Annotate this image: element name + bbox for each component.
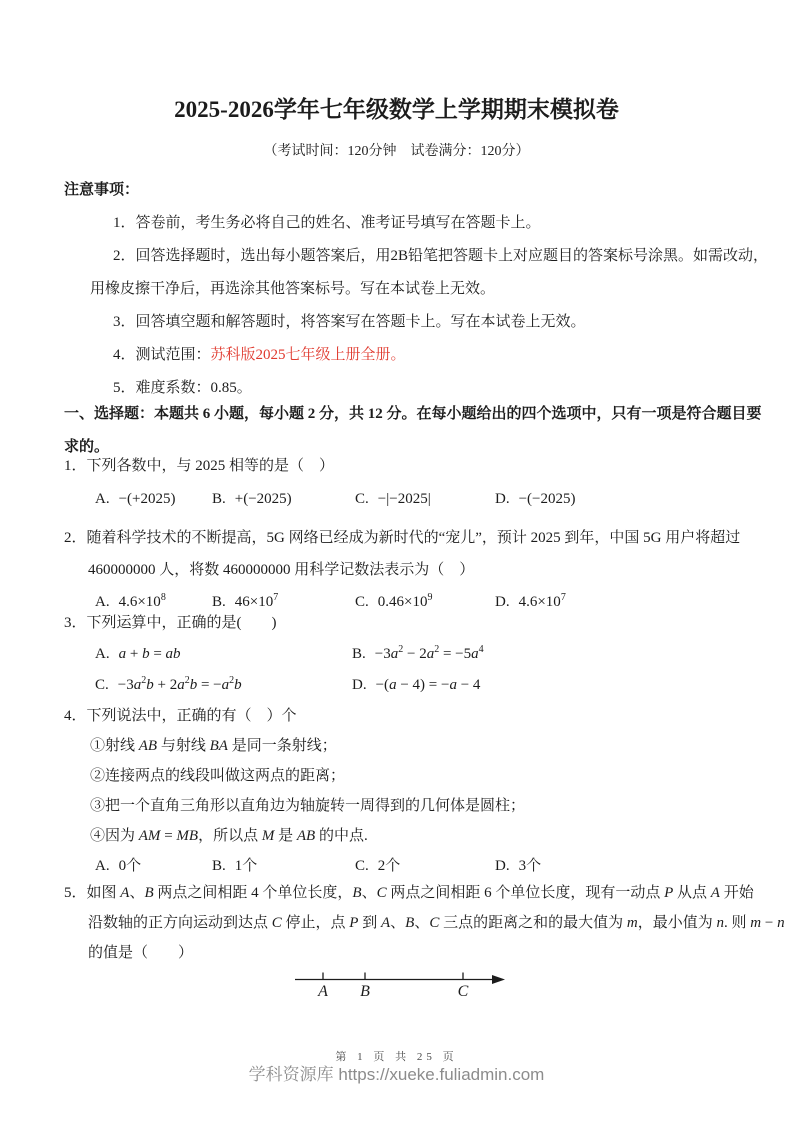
option-label: B.	[212, 858, 226, 874]
question-3	[64, 608, 781, 701]
option-value: 1个	[234, 858, 258, 874]
question-5	[64, 878, 785, 968]
point-label-c: C	[457, 983, 469, 1000]
option-value: +(−2025)	[234, 491, 292, 507]
option-value: $4.6\times 10^8$	[118, 592, 166, 610]
statement-item-2: ②连接两点的线段叫做这两点的距离；	[90, 768, 346, 784]
option-label: D.	[495, 594, 510, 610]
question-4-options	[95, 851, 781, 881]
section-1-heading-line-2: 求的。	[64, 439, 110, 455]
option-value: $46\times 10^7$	[234, 592, 279, 610]
option-value: 0个	[118, 858, 142, 874]
number-line-figure	[293, 966, 513, 1008]
watermark-site-text: 学科资源库 https://xueke.fuliadmin.com	[248, 1065, 545, 1084]
option-c	[355, 483, 495, 516]
axis-arrowhead-icon	[492, 975, 505, 984]
question-2	[64, 522, 781, 618]
option-label: A.	[95, 491, 110, 507]
statement-item-3: ③把一个直角三角形以直角边为轴旋转一周得到的几何体是圆柱；	[90, 798, 526, 814]
option-value: −|−2025|	[377, 491, 431, 507]
option-b	[352, 639, 484, 670]
question-3-options-row-1	[95, 639, 781, 670]
option-value: $0.46\times 10^9$	[377, 592, 433, 610]
section-1-heading-line-1: 一、选择题：本题共 6 小题，每小题 2 分，共 12 分。在每小题给出的四个选项中，只有一项是符合题目要	[64, 406, 762, 422]
option-label: B.	[212, 491, 226, 507]
question-2-stem-line-2: 460000000 人，将数 460000000 用科学记数法表示为（ ）	[88, 562, 475, 578]
option-label: C.	[355, 594, 369, 610]
notices-section	[64, 174, 773, 405]
notice-line-3: 3．回答填空题和解答题时，将答案写在答题卡上。写在本试卷上无效。	[113, 314, 586, 330]
page-number: 第 1 页 共 25 页	[335, 1051, 458, 1063]
option-c	[355, 851, 495, 881]
option-b	[212, 483, 355, 516]
option-label: A.	[95, 646, 110, 662]
notices-heading: 注意事项：	[64, 182, 140, 198]
option-d	[495, 851, 541, 881]
statement-item-4: ④因为 AM = MB，所以点 M 是 AB 的中点.	[90, 828, 368, 844]
question-5-stem-line-3: 的值是（ ）	[88, 945, 194, 961]
question-5-stem-line-1: 5．如图 A、B 两点之间相距 4 个单位长度，B、C 两点之间相距 6 个单位长度，现有一动点 P 从点 A 开始	[64, 885, 754, 901]
option-c	[95, 670, 352, 701]
option-value: −(−2025)	[518, 491, 576, 507]
option-value: 3个	[518, 858, 542, 874]
option-label: A.	[95, 594, 110, 610]
option-value: a + b = ab	[118, 646, 181, 662]
option-label: D.	[495, 858, 510, 874]
notice-line-2-cont: 用橡皮擦干净后，再选涂其他答案标号。写在本试卷上无效。	[90, 281, 496, 297]
option-d	[352, 670, 480, 701]
option-value: $-3a^2 - 2a^2 = -5a^4$	[374, 644, 484, 662]
option-value: $-3a^2b + 2a^2b = -a^2b$	[117, 675, 242, 693]
question-5-stem-line-2: 沿数轴的正方向运动到达点 C 停止，点 P 到 A、B、C 三点的距离之和的最大值为 m，最小值为 n. 则 m − n	[88, 915, 785, 931]
option-value: −(a − 4) = −a − 4	[375, 677, 481, 693]
question-3-options-row-2	[95, 670, 781, 701]
option-a	[95, 483, 212, 516]
option-label: D.	[352, 677, 367, 693]
option-a	[95, 851, 212, 881]
option-d	[495, 483, 576, 516]
statement-item-1: ①射线 AB 与射线 BA 是同一条射线；	[90, 738, 337, 754]
notice-line-5: 5．难度系数：0.85。	[113, 380, 252, 396]
notice-line-1: 1．答卷前，考生务必将自己的姓名、准考证号填写在答题卡上。	[113, 215, 541, 231]
option-value: −(+2025)	[118, 491, 176, 507]
option-value: 2个	[377, 858, 401, 874]
option-label: D.	[495, 491, 510, 507]
option-value: $4.6\times 10^7$	[518, 592, 566, 610]
point-label-b: B	[360, 983, 370, 1000]
question-1	[64, 450, 781, 516]
option-label: C.	[355, 858, 369, 874]
question-4-stem: 4．下列说法中，正确的有（ ）个	[64, 708, 297, 724]
question-1-options	[95, 483, 781, 516]
page-title: 2025-2026学年七年级数学上学期期末模拟卷	[174, 97, 619, 122]
question-3-stem: 3．下列运算中，正确的是( )	[64, 615, 277, 631]
option-label: C.	[95, 677, 109, 693]
notice-line-2: 2．回答选择题时，选出每小题答案后，用2B铅笔把答题卡上对应题目的答案标号涂黑。如需改动，	[113, 248, 769, 264]
option-label: A.	[95, 858, 110, 874]
option-label: C.	[355, 491, 369, 507]
option-label: B.	[212, 594, 226, 610]
question-4	[64, 701, 781, 881]
option-b	[212, 851, 355, 881]
question-2-stem-line-1: 2．随着科学技术的不断提高，5G 网络已经成为新时代的“宠儿”，预计 2025 到年，中国 5G 用户将超过	[64, 530, 741, 546]
option-a	[95, 639, 352, 670]
point-label-a: A	[318, 983, 328, 1000]
notice-line-4: 4．测试范围：苏科版2025七年级上册全册。	[113, 347, 406, 363]
exam-time-score-subtitle: （考试时间：120分钟 试卷满分：120分）	[263, 144, 530, 159]
question-1-stem: 1．下列各数中，与 2025 相等的是（ ）	[64, 458, 335, 474]
option-label: B.	[352, 646, 366, 662]
